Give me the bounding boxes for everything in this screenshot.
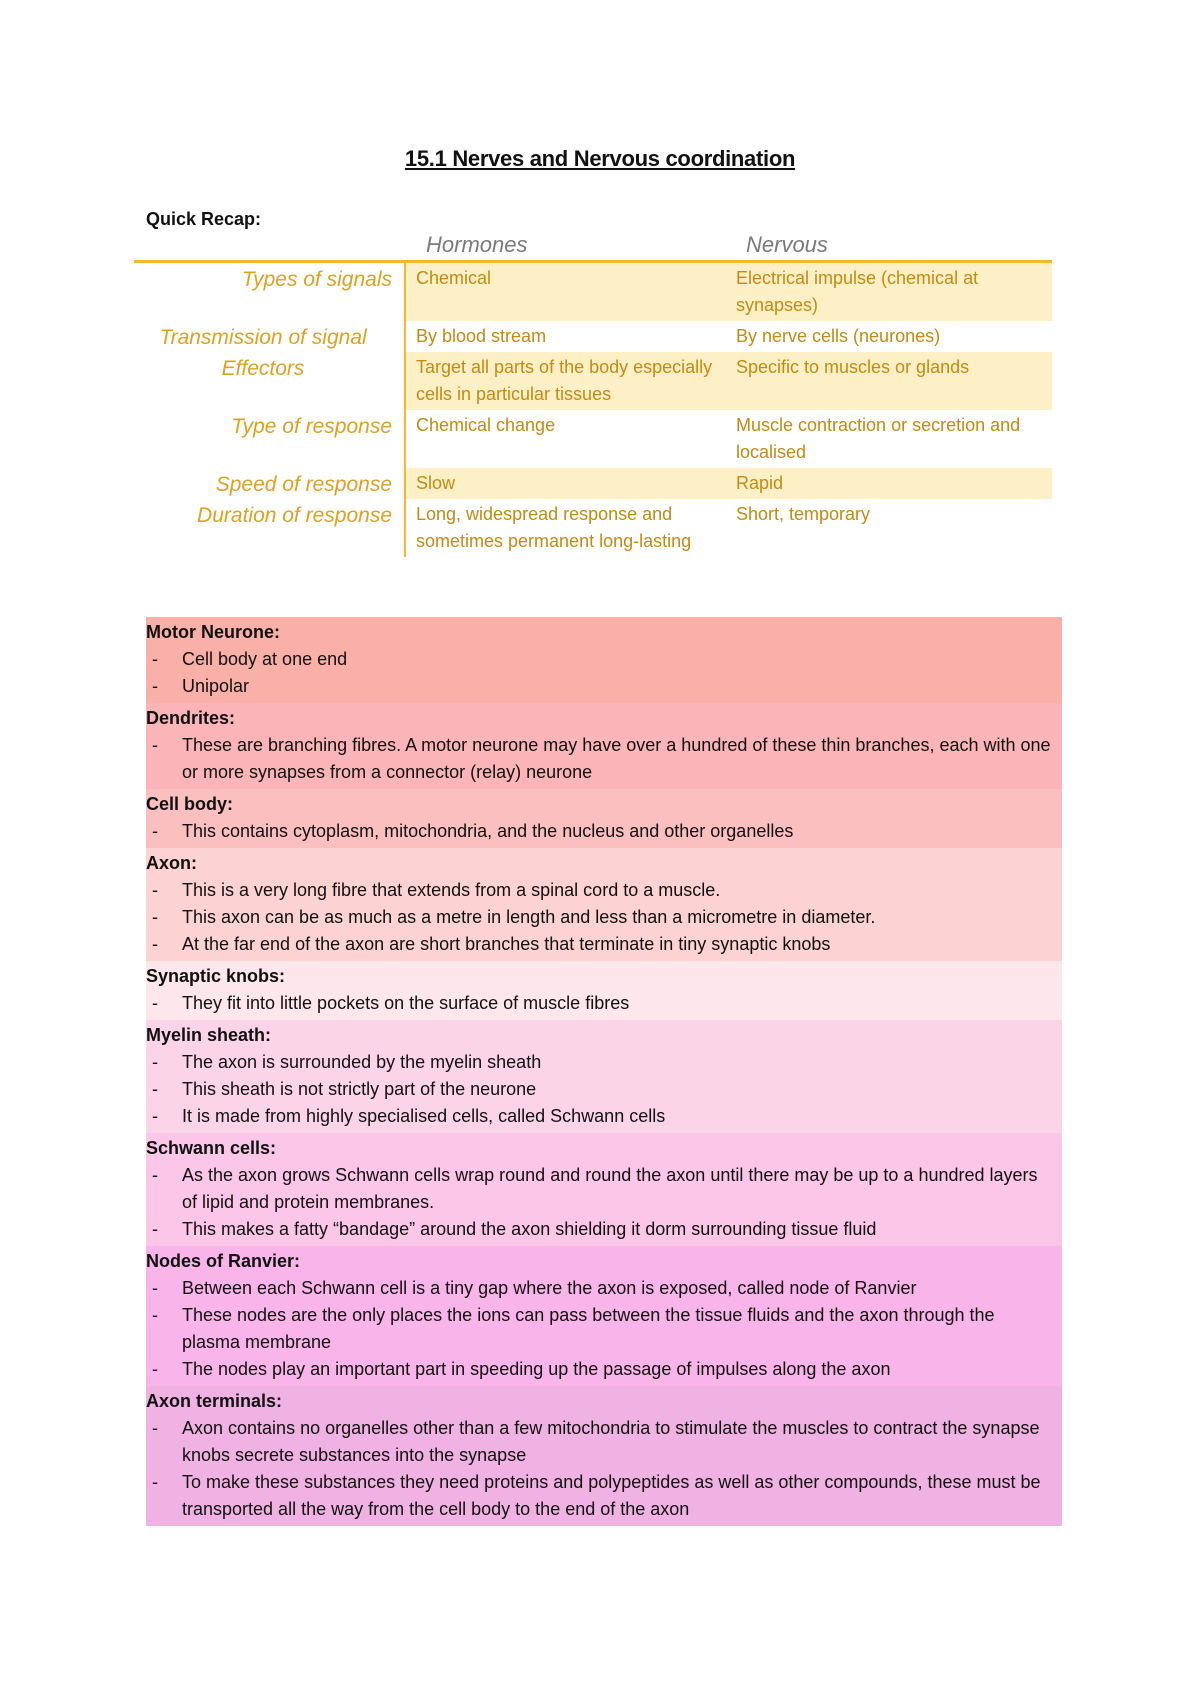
bullet-dash: - bbox=[152, 1278, 158, 1298]
section-title: Axon: bbox=[146, 853, 197, 873]
note-section bbox=[146, 961, 1062, 1020]
note-section bbox=[146, 1020, 1062, 1133]
bullet-text: At the far end of the axon are short branches that terminate in tiny synaptic knobs bbox=[182, 934, 831, 954]
row-label: Effectors bbox=[221, 357, 305, 380]
bullet-dash: - bbox=[152, 1079, 158, 1099]
bullet-item bbox=[146, 1103, 1062, 1130]
table-row bbox=[134, 352, 1052, 410]
bullet-text: This axon can be as much as a metre in length and less than a micrometre in diameter. bbox=[182, 907, 876, 927]
bullet-dash: - bbox=[152, 821, 158, 841]
bullet-item bbox=[146, 646, 1062, 673]
bullet-text: They fit into little pockets on the surface of muscle fibres bbox=[182, 993, 630, 1013]
bullet-dash: - bbox=[152, 735, 158, 755]
note-section bbox=[146, 1133, 1062, 1246]
header-nervous: Nervous bbox=[746, 232, 828, 257]
bullet-item bbox=[146, 1162, 1062, 1216]
bullet-dash: - bbox=[152, 1305, 158, 1325]
bullet-dash: - bbox=[152, 1418, 158, 1438]
table-row bbox=[134, 321, 1052, 352]
bullet-text: Between each Schwann cell is a tiny gap where the axon is exposed, called node of Ranvier bbox=[182, 1278, 917, 1298]
bullet-text: Cell body at one end bbox=[182, 649, 348, 669]
bullet-item bbox=[146, 904, 1062, 931]
header-hormones: Hormones bbox=[426, 232, 528, 257]
bullet-dash: - bbox=[152, 649, 158, 669]
cell-hormones: Slow bbox=[416, 473, 456, 493]
row-label: Speed of response bbox=[215, 473, 392, 496]
bullet-text: This makes a fatty “bandage” around the axon shielding it dorm surrounding tissue fluid bbox=[182, 1219, 877, 1239]
cell-hormones: Chemical change bbox=[416, 415, 556, 435]
section-title: Myelin sheath: bbox=[146, 1025, 272, 1045]
bullet-text: These nodes are the only places the ions can pass between the tissue fluids and the axon through the plasma membrane bbox=[182, 1305, 995, 1352]
row-label: Type of response bbox=[231, 415, 392, 438]
bullet-item bbox=[146, 732, 1062, 786]
table-body bbox=[134, 263, 1052, 557]
section-title: Nodes of Ranvier: bbox=[146, 1251, 301, 1271]
bullet-item bbox=[146, 1302, 1062, 1356]
note-section bbox=[146, 1246, 1062, 1386]
bullet-dash: - bbox=[152, 1359, 158, 1379]
row-label: Types of signals bbox=[241, 268, 392, 291]
bullet-dash: - bbox=[152, 993, 158, 1013]
bullet-item bbox=[146, 1049, 1062, 1076]
note-section bbox=[146, 1386, 1062, 1526]
bullet-item bbox=[146, 931, 1062, 958]
bullet-dash: - bbox=[152, 676, 158, 696]
bullet-dash: - bbox=[152, 1472, 158, 1492]
bullet-text: These are branching fibres. A motor neurone may have over a hundred of these thin branches, each with one or more synapses from a connector (relay) neurone bbox=[182, 735, 1051, 782]
bullet-item bbox=[146, 1356, 1062, 1383]
bullet-item bbox=[146, 1076, 1062, 1103]
table-row bbox=[134, 468, 1052, 499]
section-title: Axon terminals: bbox=[146, 1391, 283, 1411]
bullet-text: Axon contains no organelles other than a few mitochondria to stimulate the muscles to contract the synapse knobs secrete substances into the synapse bbox=[182, 1418, 1040, 1465]
page-title: 15.1 Nerves and Nervous coordination bbox=[404, 146, 796, 171]
bullet-item bbox=[146, 990, 1062, 1017]
bullet-text: The nodes play an important part in speeding up the passage of impulses along the axon bbox=[182, 1359, 891, 1379]
bullet-dash: - bbox=[152, 934, 158, 954]
cell-nervous: By nerve cells (neurones) bbox=[736, 326, 941, 346]
bullet-dash: - bbox=[152, 1106, 158, 1126]
cell-hormones: Long, widespread response and sometimes permanent long-lasting bbox=[416, 504, 692, 551]
table-row bbox=[134, 499, 1052, 557]
cell-nervous: Muscle contraction or secretion and localised bbox=[736, 415, 1021, 462]
bullet-text: To make these substances they need proteins and polypeptides as well as other compounds, these must be transported all the way from the cell body to the end of the axon bbox=[182, 1472, 1041, 1519]
bullet-dash: - bbox=[152, 907, 158, 927]
section-title: Dendrites: bbox=[146, 708, 236, 728]
note-section bbox=[146, 789, 1062, 848]
bullet-text: The axon is surrounded by the myelin sheath bbox=[182, 1052, 542, 1072]
bullet-item bbox=[146, 1216, 1062, 1243]
note-section bbox=[146, 617, 1062, 703]
table-header bbox=[134, 228, 1052, 263]
bullet-item bbox=[146, 877, 1062, 904]
bullet-text: This sheath is not strictly part of the neurone bbox=[182, 1079, 537, 1099]
bullet-item bbox=[146, 818, 1062, 845]
cell-nervous: Short, temporary bbox=[736, 504, 871, 524]
bullet-text: This is a very long fibre that extends from a spinal cord to a muscle. bbox=[182, 880, 721, 900]
bullet-item bbox=[146, 673, 1062, 700]
bullet-dash: - bbox=[152, 1165, 158, 1185]
cell-hormones: Target all parts of the body especially cells in particular tissues bbox=[416, 357, 713, 404]
cell-hormones: By blood stream bbox=[416, 326, 547, 346]
bullet-text: As the axon grows Schwann cells wrap round and round the axon until there may be up to a hundred layers of lipid and protein membranes. bbox=[182, 1165, 1038, 1212]
cell-nervous: Specific to muscles or glands bbox=[736, 357, 970, 377]
note-section bbox=[146, 703, 1062, 789]
bullet-text: Unipolar bbox=[182, 676, 250, 696]
bullet-item bbox=[146, 1275, 1062, 1302]
bullet-dash: - bbox=[152, 1052, 158, 1072]
row-label: Duration of response bbox=[197, 504, 392, 527]
row-label: Transmission of signal bbox=[159, 326, 367, 349]
bullet-item bbox=[146, 1469, 1062, 1523]
neurone-notes bbox=[146, 617, 1062, 1526]
cell-nervous: Rapid bbox=[736, 473, 784, 493]
cell-nervous: Electrical impulse (chemical at synapses) bbox=[736, 268, 979, 315]
section-title: Cell body: bbox=[146, 794, 234, 814]
section-title: Synaptic knobs: bbox=[146, 966, 286, 986]
section-title: Schwann cells: bbox=[146, 1138, 277, 1158]
section-title: Motor Neurone: bbox=[146, 622, 280, 642]
bullet-text: This contains cytoplasm, mitochondria, and the nucleus and other organelles bbox=[182, 821, 794, 841]
bullet-item bbox=[146, 1415, 1062, 1469]
table-row bbox=[134, 410, 1052, 468]
quick-recap-label: Quick Recap: bbox=[146, 209, 262, 229]
bullet-dash: - bbox=[152, 880, 158, 900]
cell-hormones: Chemical bbox=[416, 268, 492, 288]
table-row bbox=[134, 263, 1052, 321]
bullet-dash: - bbox=[152, 1219, 158, 1239]
note-section bbox=[146, 848, 1062, 961]
comparison-table bbox=[134, 228, 1052, 557]
bullet-text: It is made from highly specialised cells, called Schwann cells bbox=[182, 1106, 666, 1126]
